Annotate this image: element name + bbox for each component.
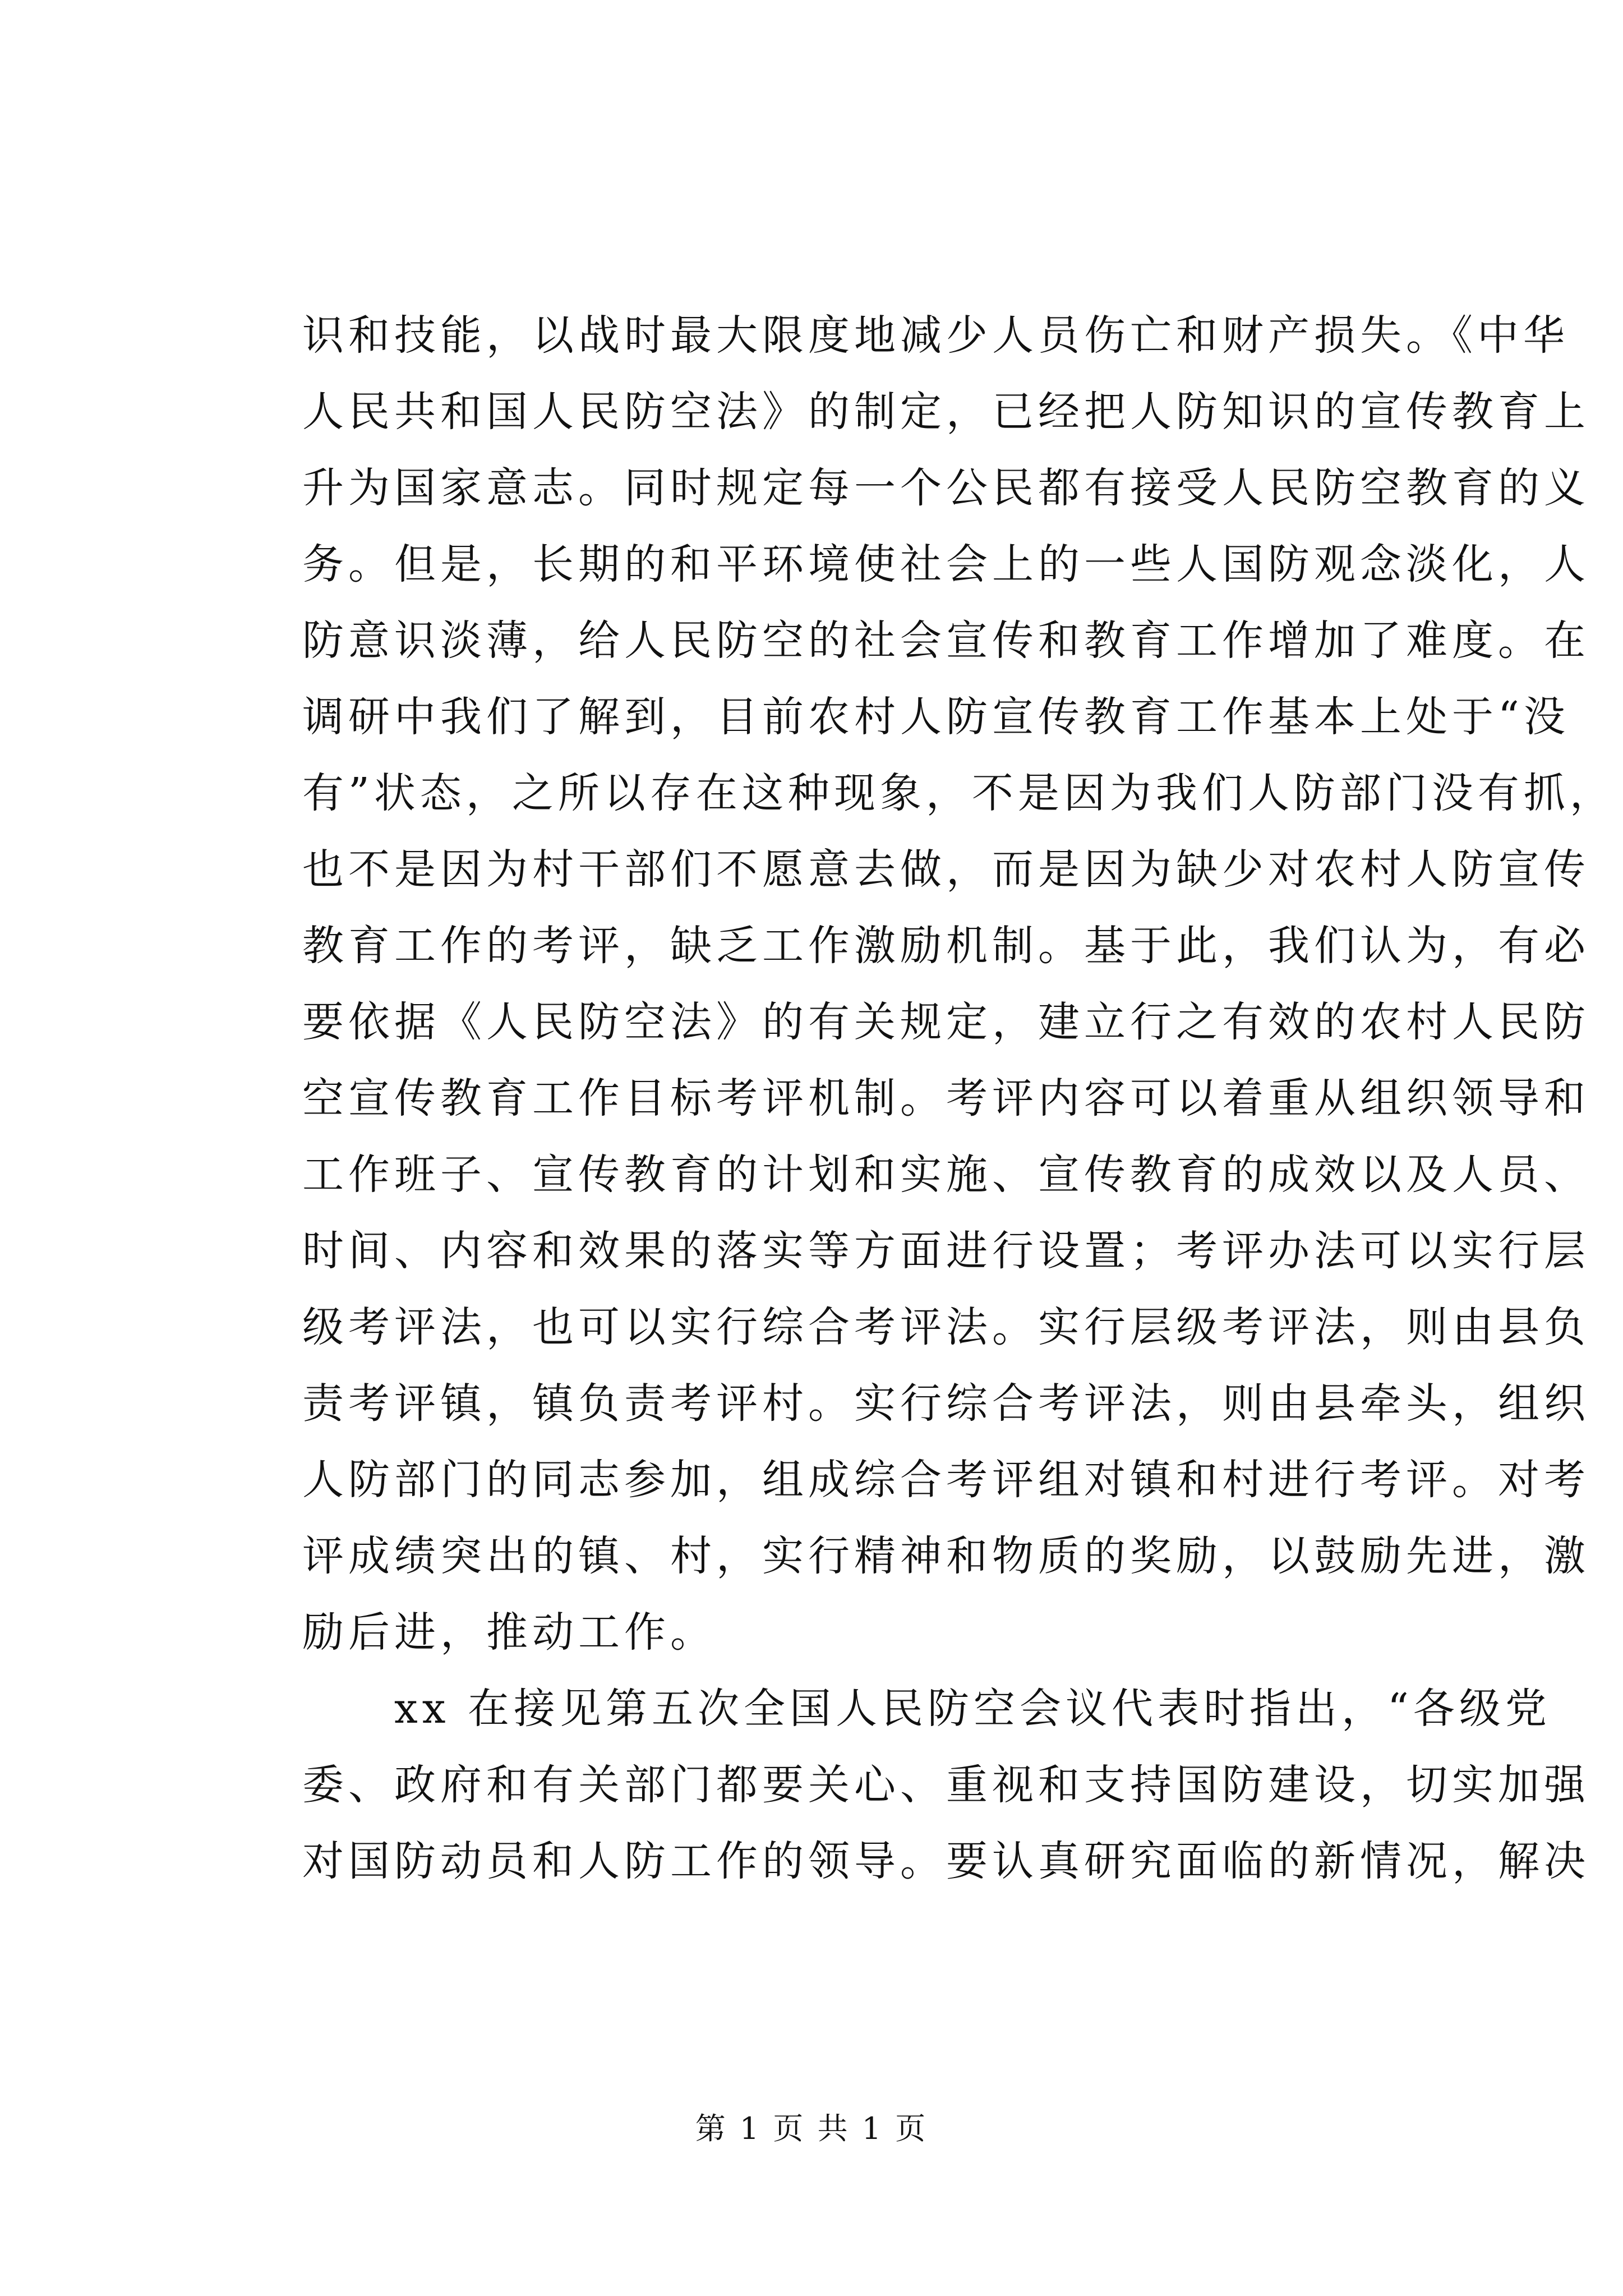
paragraph-1-line: 调研中我们了解到，目前农村人防宣传教育工作基本上处于“没 — [302, 693, 1570, 741]
paragraph-1-line: 空宣传教育工作目标考评机制。考评内容可以着重从组织领导和 — [302, 1074, 1590, 1122]
paragraph-1-line: 有”状态，之所以存在这种现象，不是因为我们人防部门没有抓， — [302, 769, 1616, 817]
paragraph-1-line: 升为国家意志。同时规定每一个公民都有接受人民防空教育的义 — [302, 464, 1590, 512]
paragraph-1-line: 人防部门的同志参加，组成综合考评组对镇和村进行考评。对考 — [302, 1456, 1590, 1504]
paragraph-1-line: 级考评法，也可以实行综合考评法。实行层级考评法，则由县负 — [302, 1303, 1590, 1351]
paragraph-1-line: 识和技能，以战时最大限度地减少人员伤亡和财产损失。《中华 — [302, 311, 1569, 360]
page-number-label: 第 1 页 共 1 页 — [695, 2111, 928, 2146]
paragraph-1-line: 责考评镇，镇负责考评村。实行综合考评法，则由县牵头，组织 — [302, 1379, 1590, 1428]
page-footer — [0, 2109, 1623, 2148]
paragraph-1-line: 时间、内容和效果的落实等方面进行设置；考评办法可以实行层 — [302, 1227, 1590, 1275]
paragraph-1-line: 也不是因为村干部们不愿意去做，而是因为缺少对农村人防宣传 — [302, 845, 1590, 894]
paragraph-1-line: 要依据《人民防空法》的有关规定，建立行之有效的农村人民防 — [302, 998, 1590, 1046]
paragraph-1-line: 防意识淡薄，给人民防空的社会宣传和教育工作增加了难度。在 — [302, 616, 1590, 665]
paragraph-1-line: 务。但是，长期的和平环境使社会上的一些人国防观念淡化，人 — [302, 540, 1590, 588]
paragraph-2-line: xx 在接见第五次全国人民防空会议代表时指出，“各级党 — [302, 1685, 1551, 1733]
document-body — [302, 297, 1616, 1899]
paragraph-1-line: 评成绩突出的镇、村，实行精神和物质的奖励，以鼓励先进，激 — [302, 1532, 1590, 1580]
paragraph-1 — [302, 297, 1616, 1671]
paragraph-1-line: 励后进，推动工作。 — [302, 1608, 716, 1657]
paragraph-1-line: 工作班子、宣传教育的计划和实施、宣传教育的成效以及人员、 — [302, 1151, 1590, 1199]
paragraph-1-line: 教育工作的考评，缺乏工作激励机制。基于此，我们认为，有必 — [302, 922, 1590, 970]
paragraph-2-line: 对国防动员和人防工作的领导。要认真研究面临的新情况，解决 — [302, 1837, 1590, 1885]
paragraph-2-line: 委、政府和有关部门都要关心、重视和支持国防建设，切实加强 — [302, 1761, 1590, 1809]
paragraph-2 — [302, 1671, 1590, 1899]
paragraph-1-line: 人民共和国人民防空法》的制定，已经把人防知识的宣传教育上 — [302, 388, 1590, 436]
